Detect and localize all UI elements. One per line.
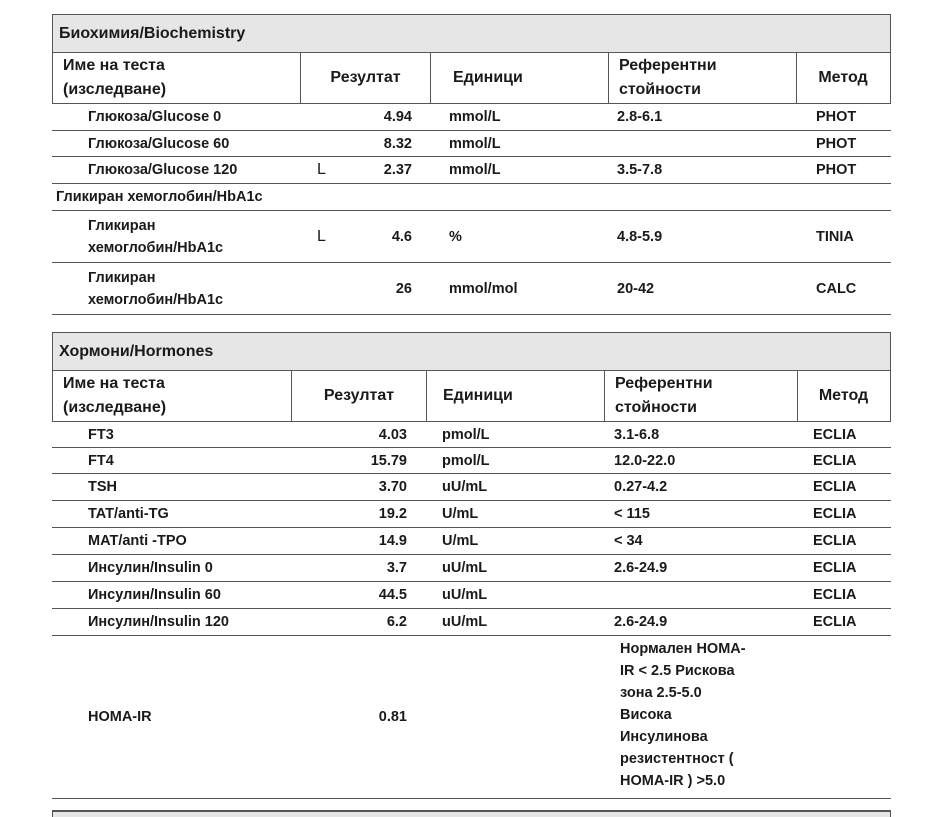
test-name: Глюкоза/Glucose 0 xyxy=(88,109,222,125)
table-row xyxy=(52,211,891,263)
test-name: Глюкоза/Glucose 120 xyxy=(88,162,238,178)
header-test-name: Име на теста (изследване) xyxy=(63,375,167,416)
table-row xyxy=(52,528,891,555)
reference: < 34 xyxy=(614,533,643,549)
table-row xyxy=(52,263,891,315)
header-reference: Референтни стойности xyxy=(608,53,796,103)
test-name: FT3 xyxy=(88,426,114,443)
result-value: 15.79 xyxy=(370,452,407,469)
method: ECLIA xyxy=(813,452,857,469)
units: mmol/mol xyxy=(449,280,518,297)
result-value: 4.94 xyxy=(383,109,412,125)
method: ECLIA xyxy=(813,426,857,443)
test-name: HOMA-IR xyxy=(88,709,152,725)
test-name: Инсулин/Insulin 120 xyxy=(88,614,229,630)
reference: 4.8-5.9 xyxy=(617,228,663,245)
method: TINIA xyxy=(816,228,854,245)
result-value: 14.9 xyxy=(378,533,407,549)
units: uU/mL xyxy=(442,560,488,576)
table-row xyxy=(52,609,891,636)
result-value: 3.70 xyxy=(378,479,407,495)
group-label-row xyxy=(52,184,891,211)
units: U/mL xyxy=(442,533,479,549)
table-row xyxy=(52,582,891,609)
reference: < 115 xyxy=(614,506,650,522)
table-row xyxy=(52,501,891,528)
result-value: 4.03 xyxy=(378,426,407,443)
units: U/mL xyxy=(442,506,479,522)
table-row xyxy=(52,131,891,157)
header-method: Метод xyxy=(797,371,889,421)
reference: 0.27-4.2 xyxy=(614,479,668,495)
header-reference: Референтни стойности xyxy=(604,371,797,421)
reference: 2.8-6.1 xyxy=(617,109,663,125)
next-section-title-bar xyxy=(52,812,891,817)
header-method: Метод xyxy=(796,53,889,103)
result-value: 19.2 xyxy=(378,506,407,522)
method: ECLIA xyxy=(813,506,857,522)
reference: 12.0-22.0 xyxy=(614,452,676,469)
reference: 3.5-7.8 xyxy=(617,162,663,178)
method: ECLIA xyxy=(813,614,857,630)
hormones-header-row xyxy=(52,370,891,422)
reference: 20-42 xyxy=(617,280,655,297)
table-row-homa xyxy=(52,636,891,799)
units: uU/mL xyxy=(442,479,488,495)
test-name: Инсулин/Insulin 0 xyxy=(88,560,213,576)
table-row xyxy=(52,422,891,448)
biochemistry-rows xyxy=(52,104,891,315)
result-value: 4.6 xyxy=(391,228,412,245)
method: ECLIA xyxy=(813,479,857,495)
header-units: Единици xyxy=(430,53,608,103)
reference: 2.6-24.9 xyxy=(614,560,668,576)
test-name: FT4 xyxy=(88,452,114,469)
header-result: Резултат xyxy=(291,371,426,421)
result-value: 3.7 xyxy=(386,560,407,576)
test-name: Глюкоза/Glucose 60 xyxy=(88,135,230,152)
reference: 2.6-24.9 xyxy=(614,614,668,630)
method: ECLIA xyxy=(813,587,857,603)
units: mmol/L xyxy=(449,109,501,125)
table-row xyxy=(52,104,891,131)
header-result: Резултат xyxy=(300,53,430,103)
method: ECLIA xyxy=(813,560,857,576)
table-row xyxy=(52,474,891,501)
result-value: 26 xyxy=(395,280,412,297)
units: mmol/L xyxy=(449,162,501,178)
result-value: 2.37 xyxy=(383,162,412,178)
reference-multiline: Нормален HOMA- IR < 2.5 Рискова зона 2.5-5.0 Висока Инсулинова резистентност ( HOMA-IR ) >5.0 xyxy=(620,641,746,789)
method: ECLIA xyxy=(813,533,857,549)
units: mmol/L xyxy=(449,135,501,152)
test-name: TSH xyxy=(88,479,117,495)
hormones-rows xyxy=(52,422,891,799)
hormones-section xyxy=(52,332,891,799)
biochemistry-title: Биохимия/Biochemistry xyxy=(52,14,891,52)
test-name: Гликиран хемоглобин/HbA1c xyxy=(88,269,224,308)
biochemistry-section xyxy=(52,14,891,315)
units: uU/mL xyxy=(442,614,488,630)
test-name: Инсулин/Insulin 60 xyxy=(88,587,221,603)
result-value: 0.81 xyxy=(378,709,407,725)
test-name: TAT/anti-TG xyxy=(88,506,169,522)
test-name: Гликиран хемоглобин/HbA1c xyxy=(88,217,224,256)
biochemistry-header-row xyxy=(52,52,891,104)
result-value: 8.32 xyxy=(383,135,412,152)
hormones-title: Хормони/Hormones xyxy=(52,332,891,370)
header-units: Единици xyxy=(426,371,604,421)
units: pmol/L xyxy=(442,452,490,469)
method: PHOT xyxy=(816,135,857,152)
method: CALC xyxy=(816,280,857,297)
table-row xyxy=(52,555,891,582)
units: uU/mL xyxy=(442,587,488,603)
method: PHOT xyxy=(816,109,857,125)
result-value: 6.2 xyxy=(386,614,407,630)
units: % xyxy=(449,228,462,245)
result-value: 44.5 xyxy=(378,587,407,603)
reference: 3.1-6.8 xyxy=(614,426,660,443)
flag: L xyxy=(317,227,326,245)
test-name: MAT/anti -TPO xyxy=(88,533,187,549)
method: PHOT xyxy=(816,162,857,178)
header-test-name: Име на теста (изследване) xyxy=(63,57,167,98)
units: pmol/L xyxy=(442,426,490,443)
table-row xyxy=(52,448,891,474)
table-row xyxy=(52,157,891,184)
group-label: Гликиран хемоглобин/HbA1c xyxy=(56,189,263,205)
flag: L xyxy=(317,161,326,178)
